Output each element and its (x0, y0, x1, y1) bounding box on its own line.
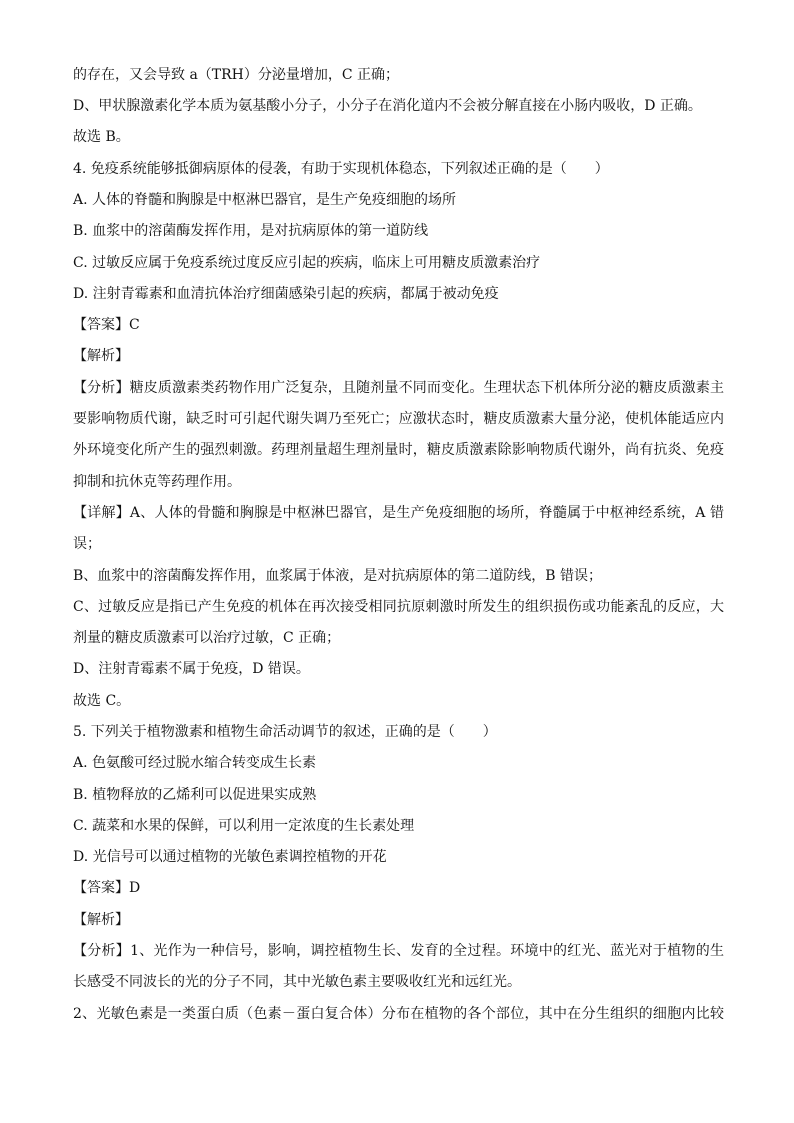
analysis-label: 【解析】 (73, 912, 129, 928)
question-4-option-b: B. 血浆中的溶菌酶发挥作用，是对抗病原体的第一道防线 (73, 223, 429, 239)
text-line: 剂量的糖皮质激素可以治疗过敏，C 正确； (73, 630, 341, 646)
question-5-option-c: C. 蔬菜和水果的保鲜，可以利用一定浓度的生长素处理 (73, 818, 415, 834)
question-4-option-c: C. 过敏反应属于免疫系统过度反应引起的疾病，临床上可用糖皮质激素治疗 (73, 255, 541, 271)
text-line: D、甲状腺激素化学本质为氨基酸小分子，小分子在消化道内不会被分解直接在小肠内吸收，D 正确。 (73, 98, 702, 114)
text-line: 的存在，又会导致 a（TRH）分泌量增加，C 正确； (73, 67, 400, 83)
text-line: 【分析】1、光作为一种信号，影响，调控植物生长、发育的全过程。环境中的红光、蓝光对于植物的生 (73, 943, 724, 959)
text-line: D、注射青霉素不属于免疫，D 错误。 (73, 661, 310, 677)
text-line: 【分析】糖皮质激素类药物作用广泛复杂，且随剂量不同而变化。生理状态下机体所分泌的糖皮质激素主 (73, 380, 724, 396)
text-line: C、过敏反应是指已产生免疫的机体在再次接受相同抗原刺激时所发生的组织损伤或功能紊乱的反应，大 (73, 599, 724, 615)
text-line: 【详解】A、人体的骨髓和胸腺是中枢淋巴器官，是生产免疫细胞的场所，脊髓属于中枢神经系统，A 错 (73, 505, 724, 521)
question-5-option-d: D. 光信号可以通过植物的光敏色素调控植物的开花 (73, 849, 387, 865)
text-line: 抑制和抗休克等药理作用。 (73, 474, 241, 490)
text-line: 要影响物质代谢，缺乏时可引起代谢失调乃至死亡；应激状态时，糖皮质激素大量分泌，使机体能适应内 (73, 411, 724, 427)
analysis-label: 【解析】 (73, 348, 129, 364)
text-line: B、血浆中的溶菌酶发挥作用，血浆属于体液，是对抗病原体的第二道防线，B 错误； (73, 568, 603, 584)
text-line: 外环境变化所产生的强烈刺激。药理剂量超生理剂量时，糖皮质激素除影响物质代谢外，尚有抗炎、免疫 (73, 442, 724, 458)
question-4-option-a: A. 人体的脊髓和胸腺是中枢淋巴器官，是生产免疫细胞的场所 (73, 192, 457, 208)
question-5-stem: 5. 下列关于植物激素和植物生命活动调节的叙述，正确的是（ ） (73, 724, 497, 740)
question-4-stem: 4. 免疫系统能够抵御病原体的侵袭，有助于实现机体稳态，下列叙述正确的是（ ） (73, 161, 609, 177)
text-line: 故选 C。 (73, 693, 131, 709)
text-line: 长感受不同波长的光的分子不同，其中光敏色素主要吸收红光和远红光。 (73, 974, 521, 990)
text-line: 故选 B。 (73, 129, 130, 145)
question-5-option-b: B. 植物释放的乙烯利可以促进果实成熟 (73, 787, 317, 803)
answer-label: 【答案】C (73, 317, 140, 333)
question-4-option-d: D. 注射青霉素和血清抗体治疗细菌感染引起的疾病，都属于被动免疫 (73, 286, 499, 302)
text-line: 2、光敏色素是一类蛋白质（色素－蛋白复合体）分布在植物的各个部位，其中在分生组织的细胞内比较 (73, 1006, 724, 1022)
text-line: 误； (73, 536, 101, 552)
question-5-option-a: A. 色氨酸可经过脱水缩合转变成生长素 (73, 755, 317, 771)
answer-label: 【答案】D (73, 880, 141, 896)
